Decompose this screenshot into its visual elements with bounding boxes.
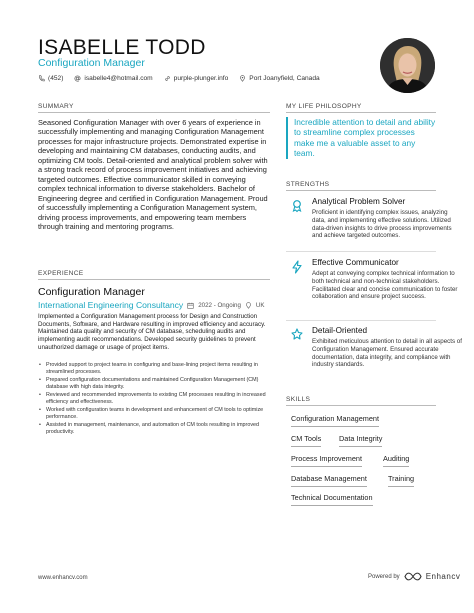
job-bullet: • Prepared configuration documentations and maintained Configuration Management (CM) database with high data integrity. xyxy=(38,377,270,390)
job-bullet: • Worked with configuration teams in development and enhancement of CM tools to optimize performance. xyxy=(38,407,270,420)
job-meta xyxy=(38,300,265,310)
candidate-name: ISABELLE TODD xyxy=(38,36,206,59)
skill-tag: Process Improvement xyxy=(291,454,362,467)
strength-item xyxy=(286,258,458,318)
profile-photo xyxy=(380,38,435,93)
summary-divider xyxy=(38,112,270,113)
skill-tag: Auditing xyxy=(383,454,409,467)
strength-description: Exhibited meticulous attention to detail in all aspects of Configuration Management. Ensured accurate documentation, data integrity, and compliance with industry standards. xyxy=(312,338,462,369)
ribbon-icon xyxy=(290,199,304,213)
strength-description: Adept at conveying complex technical information to both technical and non-technical stakeholders. Facilitated clear and concise communication to foster collaboration and ensure project success. xyxy=(312,270,458,301)
skill-tag: Database Management xyxy=(291,474,367,487)
strength-item xyxy=(286,326,462,378)
strength-title: Effective Communicator xyxy=(312,258,399,267)
strength-title: Analytical Problem Solver xyxy=(312,197,406,206)
contact-row xyxy=(38,75,320,82)
contact-phone xyxy=(38,75,63,82)
skill-tag: CM Tools xyxy=(291,434,321,447)
pin-icon xyxy=(290,328,304,342)
phone-text: (452) xyxy=(48,75,64,82)
footer-website[interactable]: www.enhancv.com xyxy=(38,575,88,581)
contact-location xyxy=(239,75,319,82)
contact-email[interactable] xyxy=(74,75,152,82)
job-bullets xyxy=(38,362,270,437)
link-icon xyxy=(164,75,171,82)
candidate-role: Configuration Manager xyxy=(38,57,145,69)
summary-heading: SUMMARY xyxy=(38,103,74,110)
at-icon xyxy=(74,75,81,82)
job-description: Implemented a Configuration Management process for Design and Construction Documents, Software, and Hardware resulting in improved efficiency and accuracy. Maintained data quality and security of CM database, scheduling audits and implementing audit recommendations. Developed security guidelines to prevent unauthorized damage or usage of project items. xyxy=(38,313,266,351)
location-text: Port Joanyfield, Canada xyxy=(249,75,320,82)
job-bullet: • Provided support to project teams in configuring and base-lining project items resulting in streamlined processes. xyxy=(38,362,270,375)
phone-icon xyxy=(38,75,45,82)
summary-text: Seasoned Configuration Manager with over 6 years of experience in successfully implementing and managing Configuration Management processes for major infrastructure projects. Demonstrated expertise in developing and maintaining CM databases, conducting audits, and optimizing CM tools. Detail-oriented and analytical problem solver with a strong track record of process improvement initiatives and achieving targeted outcomes. Effective communicator skilled in conveying complex technical information to diverse stakeholders. Bachelor of Engineering degree and certified in Configuration Management. Proud of successfully implementing a Configuration Management system, driving process improvements, and empowering team members through training and mentoring programs. xyxy=(38,118,268,231)
strength-description: Proficient in identifying complex issues, analyzing data, and implementing effective solutions. Utilized data-driven insights to drive process improvements and achieve targeted outcomes. xyxy=(312,209,452,240)
strength-item xyxy=(286,197,452,249)
strengths-heading: STRENGTHS xyxy=(286,181,330,188)
website-text: purple-plunger.info xyxy=(173,75,229,82)
lightning-icon xyxy=(290,260,304,274)
skill-tag: Technical Documentation xyxy=(291,493,373,506)
job-location: UK xyxy=(255,301,265,309)
experience-divider xyxy=(38,279,270,280)
location-pin-icon xyxy=(239,75,246,82)
strengths-divider xyxy=(286,190,436,191)
job-title: Configuration Manager xyxy=(38,286,145,298)
email-text: isabelle4@hotmail.com xyxy=(84,75,153,82)
job-dates: 2022 - Ongoing xyxy=(198,301,241,309)
skill-tag: Training xyxy=(388,474,414,487)
skills-heading: SKILLS xyxy=(286,396,311,403)
powered-by-text: Powered by xyxy=(368,573,400,580)
skill-tag: Data Integrity xyxy=(339,434,382,447)
job-bullet: • Assisted in management, maintenance, and automation of CM tools resulting in improved productivity. xyxy=(38,422,270,435)
philosophy-divider xyxy=(286,112,436,113)
strength-title: Detail-Oriented xyxy=(312,326,368,335)
contact-website[interactable] xyxy=(164,75,229,82)
footer-brand xyxy=(368,572,460,581)
experience-heading: EXPERIENCE xyxy=(38,270,84,277)
strength-divider xyxy=(286,320,436,321)
brand-name: Enhancv xyxy=(425,572,461,581)
calendar-icon xyxy=(187,302,194,309)
skills-divider xyxy=(286,405,436,406)
job-bullet: • Reviewed and recommended improvements to existing CM processes resulting in increased efficiency and effectiveness. xyxy=(38,392,270,405)
skill-tag: Configuration Management xyxy=(291,414,379,427)
portrait-image xyxy=(380,38,435,93)
philosophy-heading: MY LIFE PHILOSOPHY xyxy=(286,103,362,110)
strength-divider xyxy=(286,251,436,252)
job-company: International Engineering Consultancy xyxy=(38,300,184,310)
enhancv-logo-icon xyxy=(404,572,422,581)
location-pin-icon xyxy=(245,302,252,309)
philosophy-quote: Incredible attention to detail and ability to streamline complex processes make me a valuable asset to any team. xyxy=(286,117,436,159)
